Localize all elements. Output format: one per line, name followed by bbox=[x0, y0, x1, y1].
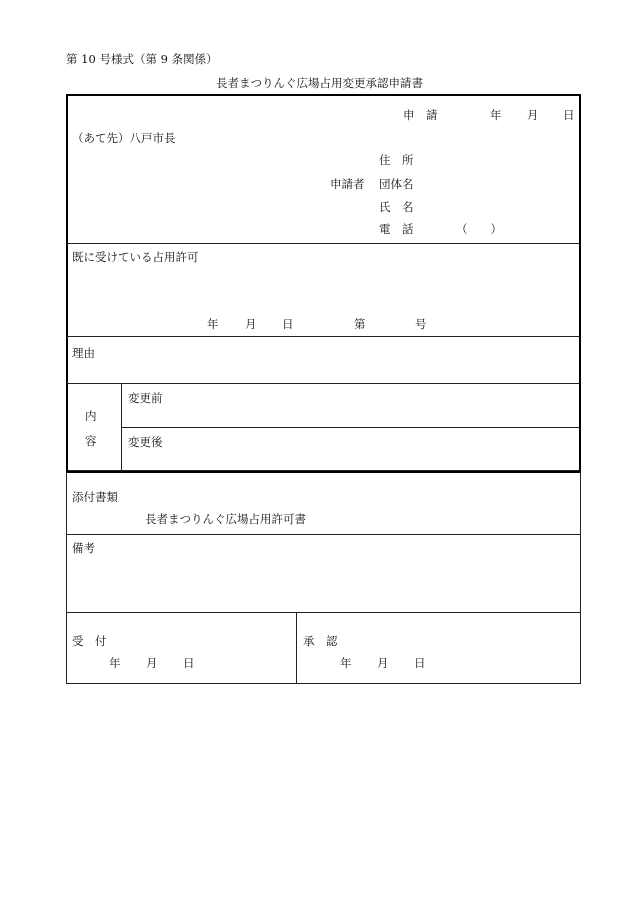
phone-paren: （ ） bbox=[456, 222, 502, 236]
divider bbox=[67, 612, 580, 613]
receipt-label: 受 付 bbox=[72, 634, 107, 648]
receipt-year: 年 bbox=[109, 656, 121, 670]
phone-label: 電 話 bbox=[379, 222, 414, 236]
apply-label: 申 請 bbox=[403, 108, 438, 122]
application-frame bbox=[66, 94, 581, 473]
page-title: 長者まつりんぐ広場占用変更承認申請書 bbox=[216, 76, 423, 90]
reason-label: 理由 bbox=[72, 346, 95, 360]
content-label-bottom: 容 bbox=[85, 434, 97, 448]
divider bbox=[122, 427, 580, 428]
permit-label: 既に受けている占用許可 bbox=[72, 250, 199, 264]
divider bbox=[67, 534, 580, 535]
permit-year: 年 bbox=[207, 317, 219, 331]
divider bbox=[67, 243, 580, 244]
apply-year: 年 bbox=[490, 108, 502, 122]
after-label: 変更後 bbox=[128, 435, 163, 449]
approval-month: 月 bbox=[377, 656, 389, 670]
permit-month: 月 bbox=[245, 317, 257, 331]
lower-section-frame bbox=[66, 470, 581, 684]
org-label: 団体名 bbox=[379, 177, 414, 191]
before-label: 変更前 bbox=[128, 391, 163, 405]
attachment-item: 長者まつりんぐ広場占用許可書 bbox=[145, 512, 306, 526]
approval-day: 日 bbox=[414, 656, 426, 670]
permit-number-suffix: 号 bbox=[415, 317, 427, 331]
approval-year: 年 bbox=[340, 656, 352, 670]
approval-label: 承 認 bbox=[303, 634, 338, 648]
divider bbox=[296, 612, 297, 683]
divider bbox=[67, 383, 580, 384]
permit-number-prefix: 第 bbox=[354, 317, 366, 331]
applicant-label: 申請者 bbox=[330, 177, 365, 191]
receipt-month: 月 bbox=[146, 656, 158, 670]
address-label: 住 所 bbox=[379, 153, 414, 167]
receipt-day: 日 bbox=[183, 656, 195, 670]
addressee: （あて先）八戸市長 bbox=[72, 131, 176, 145]
permit-day: 日 bbox=[282, 317, 294, 331]
remarks-label: 備考 bbox=[72, 541, 95, 555]
divider bbox=[121, 383, 122, 472]
attachments-label: 添付書類 bbox=[72, 490, 118, 504]
apply-month: 月 bbox=[527, 108, 539, 122]
name-label: 氏 名 bbox=[379, 200, 414, 214]
apply-day: 日 bbox=[563, 108, 575, 122]
divider bbox=[67, 336, 580, 337]
form-number: 第 10 号様式（第 9 条関係） bbox=[66, 52, 218, 66]
content-label-top: 内 bbox=[85, 409, 97, 423]
